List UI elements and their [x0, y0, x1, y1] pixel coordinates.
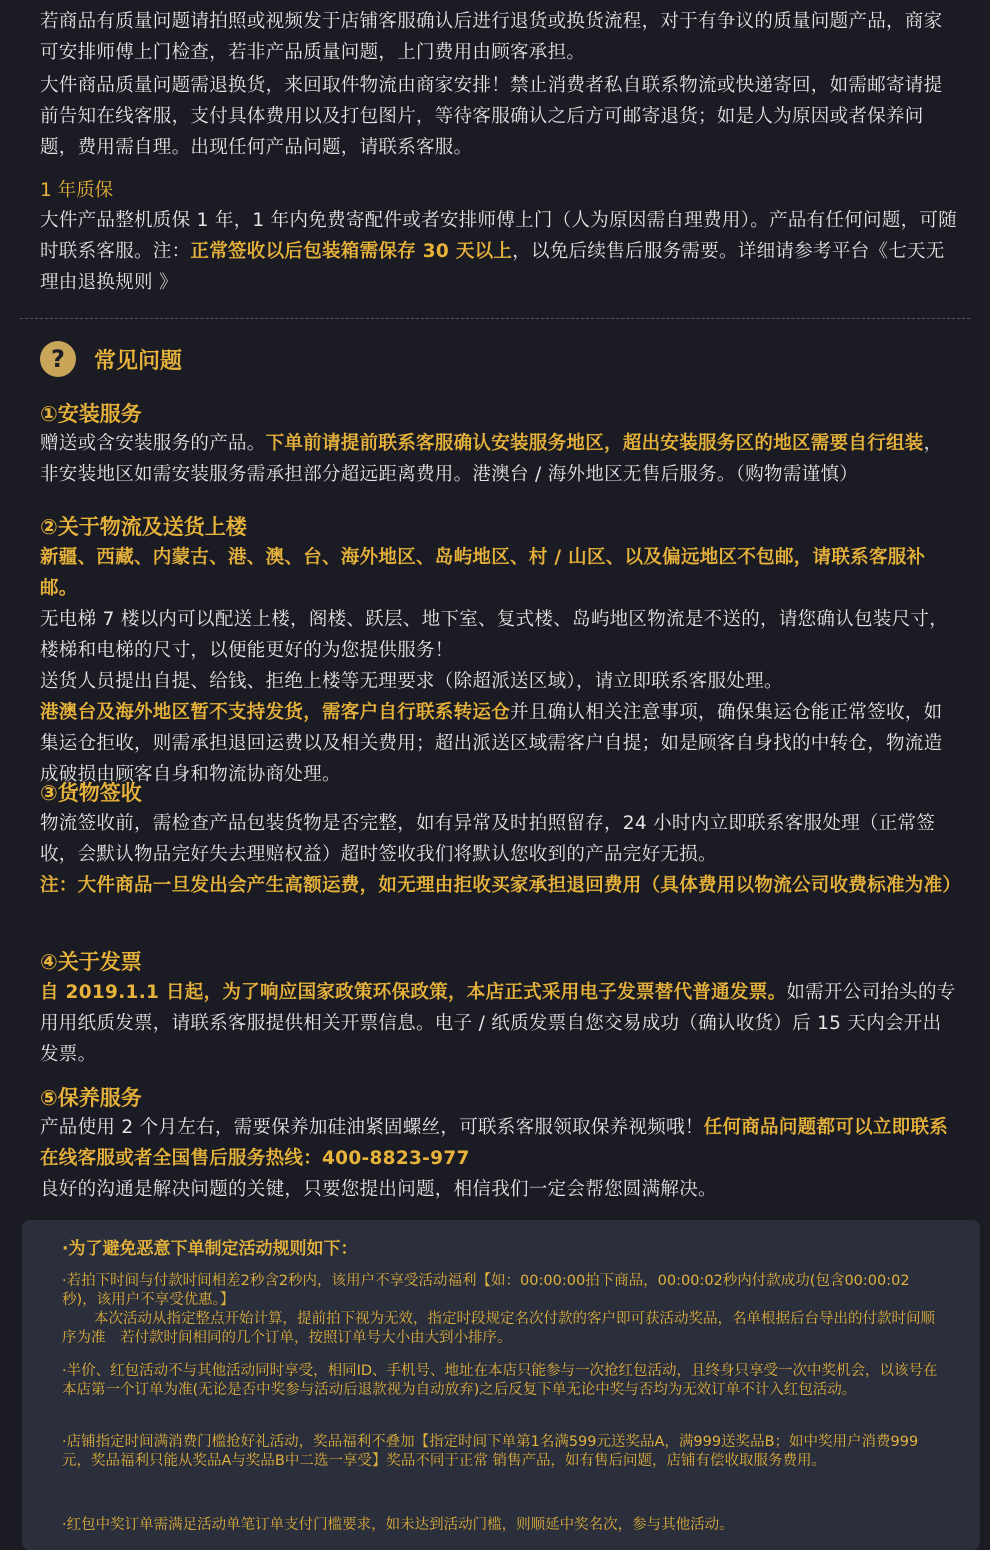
signing-text: 物流签收前，需检查产品包装货物是否完整，如有异常及时拍照留存，24 小时内立即联系客服处理（正常签收，会默认物品完好失去理赔权益）超时签收我们将默认您收到的产品完好无损。: [40, 813, 936, 865]
invoice-highlight: 自 2019.1.1 日起，为了响应国家政策环保政策，本店正式采用电子发票替代普通发票。: [40, 982, 787, 1003]
rules-title: ·为了避免恶意下单制定活动规则如下：: [62, 1239, 358, 1259]
faq-logistics-text: [40, 542, 960, 790]
maintenance-closing: 良好的沟通是解决问题的关键，只要您提出问题，相信我们一定会帮您圆满解决。: [40, 1179, 717, 1200]
question-icon: ?: [40, 341, 76, 377]
faq-logistics-title: ②关于物流及送货上楼: [40, 515, 247, 539]
invoice-text: 如需开公司抬头的专用用纸质发票，请联系客服提供相关开票信息。电子 / 纸质发票自您交易成功（确认收货）后 15 天内会开出发票。: [40, 982, 956, 1065]
logistics-text-1: 无电梯 7 楼以内可以配送上楼，阁楼、跃层、地下室、复式楼、岛屿地区物流是不送的，请您确认包装尺寸，楼梯和电梯的尺寸，以便能更好的为您提供服务！: [40, 609, 949, 661]
logistics-text-3-body: 并且确认相关注意事项，确保集运仓能正常签收，如集运仓拒收，则需承担退回运费以及相关费用；超出派送区域需客户自提；如是顾客自身找的中转仓，物流造成破损由顾客自身和物流协商处理。: [40, 702, 943, 785]
warranty-title: 1 年质保: [40, 180, 114, 201]
rule-1b: 本次活动从指定整点开始计算，提前拍下视为无效，指定时段规定名次付款的客户即可获活动奖品，名单根据后台导出的付款时间顺序为准 若付款时间相同的几个订单，按照订单号大小由大到小排序。: [62, 1311, 935, 1346]
faq-signing-text: [40, 808, 960, 901]
install-text-a: 赠送或含安装服务的产品。: [40, 433, 266, 454]
rule-2: ·半价、红包活动不与其他活动同时享受，相同ID、手机号、地址在本店只能参与一次抢红包活动，且终身只享受一次中奖机会，以该号在本店第一个订单为准(无论是否中奖参与活动后退款视为自动放弃)之后反复下单无论中奖与否均为无效订单不计入红包活动。: [62, 1363, 938, 1398]
install-highlight: 下单前请提前联系客服确认安装服务地区，超出安装服务区的地区需要自行组装: [265, 433, 924, 454]
warranty-paragraph: [40, 205, 960, 298]
faq-invoice-title: ④关于发票: [40, 950, 142, 974]
logistics-highlight-2: 港澳台及海外地区暂不支持发货，需客户自行联系转运仓: [40, 702, 511, 723]
warranty-text-b: ，以免后续售后服务需要。详细请参考平台《七天无理由退换规则 》: [40, 241, 945, 293]
faq-header: [40, 340, 182, 378]
faq-title: 常见问题: [94, 348, 183, 374]
rule-4: ·红包中奖订单需满足活动单笔订单支付门槛要求，如未达到活动门槛，则顺延中奖名次，参与其他活动。: [62, 1517, 734, 1533]
rule-1: ·若拍下时间与付款时间相差2秒含2秒内，该用户不享受活动福利【如：00:00:00拍下商品，00:00:02秒内付款成功(包含00:00:02秒)，该用户不享受优惠。】: [62, 1273, 910, 1308]
maintenance-hotline: 任何商品问题都可以立即联系在线客服或者全国售后服务热线：400-8823-977: [40, 1117, 949, 1169]
warranty-highlight: 正常签收以后包装箱需保存 30 天以上: [190, 241, 513, 262]
faq-install-title: ①安装服务: [40, 402, 142, 426]
logistics-text-2: 送货人员提出自提、给钱、拒绝上楼等无理要求（除超派送区域），请立即联系客服处理。: [40, 671, 783, 692]
faq-install-text: [40, 428, 960, 490]
faq-maintenance-title: ⑤保养服务: [40, 1086, 142, 1110]
faq-maintenance-text: [40, 1112, 960, 1205]
faq-invoice-text: [40, 977, 960, 1070]
signing-highlight: 注：大件商品一旦发出会产生高额运费，如无理由拒收买家承担退回费用（具体费用以物流公司收费标准为准）: [40, 875, 962, 896]
maintenance-text: 产品使用 2 个月左右，需要保养加硅油紧固螺丝，可联系客服领取保养视频哦！: [40, 1117, 704, 1138]
section-divider: [20, 318, 970, 319]
return-policy-paragraph-1: 若商品有质量问题请拍照或视频发于店铺客服确认后进行退货或换货流程，对于有争议的质量问题产品，商家可安排师傅上门检查，若非产品质量问题，上门费用由顾客承担。: [40, 11, 943, 63]
faq-signing-title: ③货物签收: [40, 781, 142, 805]
install-text-b: ，非安装地区如需安装服务需承担部分超远距离费用。港澳台 / 海外地区无售后服务。（购物需谨慎）: [40, 433, 943, 485]
activity-rules-box: [22, 1220, 980, 1550]
logistics-highlight-1: 新疆、西藏、内蒙古、港、澳、台、海外地区、岛屿地区、村 / 山区、以及偏远地区不包邮，请联系客服补邮。: [40, 547, 926, 599]
return-policy-paragraph-2: 大件商品质量问题需退换货，来回取件物流由商家安排！禁止消费者私自联系物流或快递寄回，如需邮寄请提前告知在线客服，支付具体费用以及打包图片，等待客服确认之后方可邮寄退货；如是人为原因或者保养问题，费用需自理。出现任何产品问题，请联系客服。: [40, 75, 943, 158]
warranty-text-a: 大件产品整机质保 1 年，1 年内免费寄配件或者安排师傅上门（人为原因需自理费用）。产品有任何问题，可随时联系客服。注：: [40, 210, 958, 262]
logistics-text-3: [40, 697, 960, 790]
rule-3: ·店铺指定时间满消费门槛抢好礼活动，奖品福利不叠加【指定时间下单第1名满599元送奖品A，满999送奖品B；如中奖用户消费999元，奖品福利只能从奖品A与奖品B中二选一享受】奖品不同于正常 销售产品，如有售后问题，店铺有偿收取服务费用。: [62, 1434, 919, 1469]
